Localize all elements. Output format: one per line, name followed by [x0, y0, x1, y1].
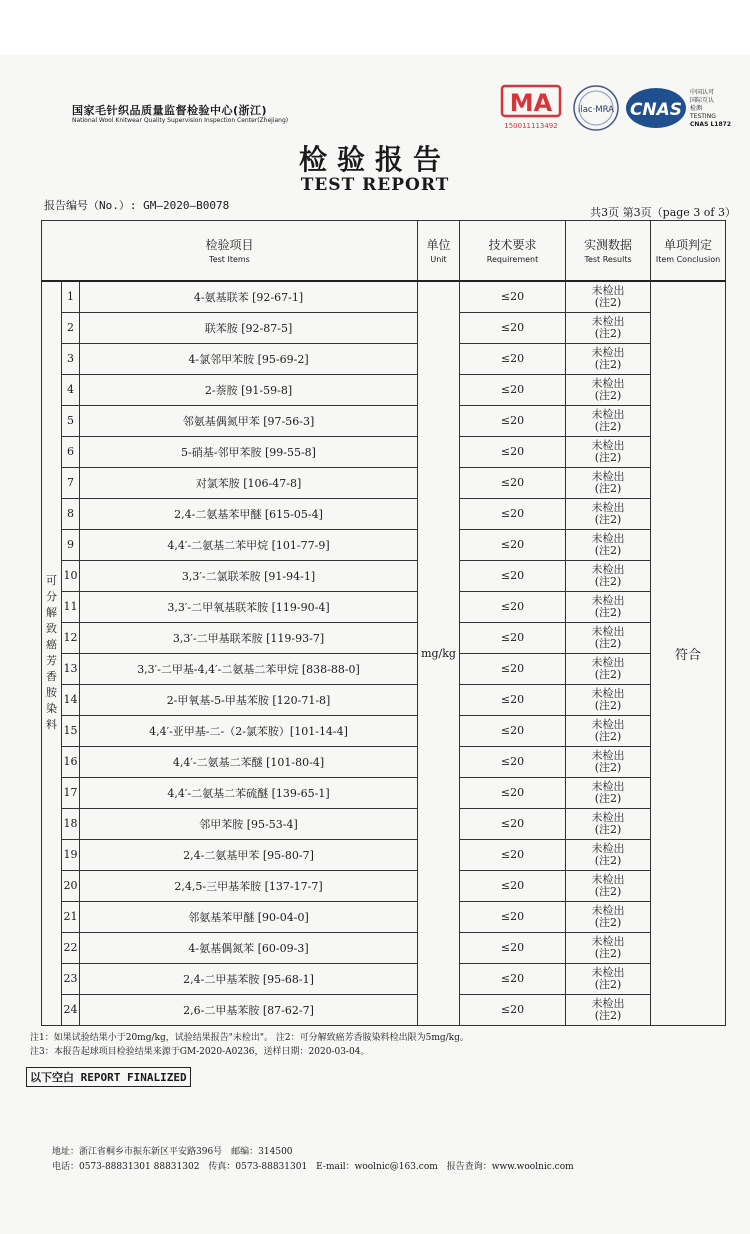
row-number: 13	[62, 653, 80, 684]
table-row	[42, 994, 726, 1025]
row-number: 24	[62, 994, 80, 1025]
note-3: 注3：本报告起球项目检验结果来源于GM-2020-A0236，送样日期：2020-03-04。	[30, 1047, 370, 1057]
test-item: 4-氨基偶氮苯 [60-09-3]	[80, 932, 418, 963]
table-row	[42, 591, 726, 622]
row-number: 2	[62, 312, 80, 343]
table-row	[42, 498, 726, 529]
requirement: ≤20	[460, 808, 566, 839]
test-result: 未检出 (注2)	[566, 932, 651, 963]
table-row	[42, 560, 726, 591]
row-number: 1	[62, 281, 80, 313]
table-row	[42, 374, 726, 405]
footer-address: 地址：浙江省桐乡市振东新区平安路396号 邮编：314500	[52, 1147, 293, 1157]
row-number: 16	[62, 746, 80, 777]
requirement: ≤20	[460, 994, 566, 1025]
header-test-items: 检验项目 Test Items	[42, 221, 418, 281]
item-conclusion: 符合	[651, 281, 726, 1026]
table-row	[42, 901, 726, 932]
table-row	[42, 715, 726, 746]
test-item: 邻氨基苯甲醚 [90-04-0]	[80, 901, 418, 932]
table-row	[42, 467, 726, 498]
requirement: ≤20	[460, 870, 566, 901]
cnas-logo	[624, 84, 742, 134]
requirement: ≤20	[460, 560, 566, 591]
requirement: ≤20	[460, 374, 566, 405]
requirement: ≤20	[460, 777, 566, 808]
test-item: 3,3′-二甲基-4,4′-二氨基二苯甲烷 [838-88-0]	[80, 653, 418, 684]
test-item: 4,4′-二氨基二苯甲烷 [101-77-9]	[80, 529, 418, 560]
test-item: 2,4,5-三甲基苯胺 [137-17-7]	[80, 870, 418, 901]
row-number: 10	[62, 560, 80, 591]
test-result: 未检出 (注2)	[566, 591, 651, 622]
test-item: 邻氨基偶氮甲苯 [97-56-3]	[80, 405, 418, 436]
row-number: 23	[62, 963, 80, 994]
table-row	[42, 529, 726, 560]
test-result: 未检出 (注2)	[566, 374, 651, 405]
row-number: 18	[62, 808, 80, 839]
row-number: 15	[62, 715, 80, 746]
table-row	[42, 746, 726, 777]
table-row	[42, 436, 726, 467]
report-finalized-stamp: 以下空白 REPORT FINALIZED	[26, 1067, 191, 1087]
test-result: 未检出 (注2)	[566, 498, 651, 529]
table-row	[42, 405, 726, 436]
test-item: 5-硝基-邻甲苯胺 [99-55-8]	[80, 436, 418, 467]
test-result: 未检出 (注2)	[566, 684, 651, 715]
row-number: 8	[62, 498, 80, 529]
report-number: 报告编号（No.）: GM—2020—B0078	[44, 199, 230, 212]
requirement: ≤20	[460, 467, 566, 498]
requirement: ≤20	[460, 901, 566, 932]
table-row	[42, 808, 726, 839]
test-result: 未检出 (注2)	[566, 746, 651, 777]
row-number: 7	[62, 467, 80, 498]
test-result: 未检出 (注2)	[566, 839, 651, 870]
test-item: 4-氨基联苯 [92-67-1]	[80, 281, 418, 313]
header-requirement: 技术要求 Requirement	[460, 221, 566, 281]
footer-contact: 电话：0573-88831301 88831302 传真：0573-88831301 E-mail：woolnic@163.com 报告查询：www.woolnic.com	[52, 1162, 574, 1172]
title-en: TEST REPORT	[300, 175, 450, 195]
row-number: 20	[62, 870, 80, 901]
requirement: ≤20	[460, 405, 566, 436]
unit-cell: mg/kg	[418, 281, 460, 1026]
test-result: 未检出 (注2)	[566, 777, 651, 808]
test-result: 未检出 (注2)	[566, 405, 651, 436]
ilac-logo-text: ilac·MRA	[577, 105, 615, 115]
notes	[30, 1031, 469, 1059]
ilac-mra-logo	[570, 84, 622, 134]
requirement: ≤20	[460, 591, 566, 622]
row-number: 14	[62, 684, 80, 715]
test-item: 2,4-二甲基苯胺 [95-68-1]	[80, 963, 418, 994]
requirement: ≤20	[460, 839, 566, 870]
requirement: ≤20	[460, 622, 566, 653]
test-result: 未检出 (注2)	[566, 343, 651, 374]
test-item: 2,4-二氨基甲苯 [95-80-7]	[80, 839, 418, 870]
row-number: 4	[62, 374, 80, 405]
table-row	[42, 839, 726, 870]
requirement: ≤20	[460, 684, 566, 715]
header-unit: 单位 Unit	[418, 221, 460, 281]
test-item: 4,4′-亚甲基-二-（2-氯苯胺）[101-14-4]	[80, 715, 418, 746]
group-label: 可分解致癌芳香胺染料	[42, 281, 62, 1026]
row-number: 21	[62, 901, 80, 932]
requirement: ≤20	[460, 529, 566, 560]
test-result: 未检出 (注2)	[566, 870, 651, 901]
requirement: ≤20	[460, 653, 566, 684]
table-row	[42, 281, 726, 313]
page-info: 共3页 第3页（page 3 of 3）	[590, 206, 736, 219]
test-item: 4,4′-二氨基二苯醚 [101-80-4]	[80, 746, 418, 777]
footer	[52, 1145, 574, 1175]
test-result: 未检出 (注2)	[566, 529, 651, 560]
test-result: 未检出 (注2)	[566, 808, 651, 839]
requirement: ≤20	[460, 281, 566, 313]
table-row	[42, 653, 726, 684]
requirement: ≤20	[460, 312, 566, 343]
table-header-row	[42, 221, 726, 281]
test-results-table	[41, 220, 726, 1026]
test-item: 2,4-二氨基苯甲醚 [615-05-4]	[80, 498, 418, 529]
requirement: ≤20	[460, 746, 566, 777]
test-result: 未检出 (注2)	[566, 901, 651, 932]
row-number: 9	[62, 529, 80, 560]
test-result: 未检出 (注2)	[566, 312, 651, 343]
test-result: 未检出 (注2)	[566, 963, 651, 994]
cma-number: 150011113492	[504, 122, 558, 130]
table-row	[42, 777, 726, 808]
test-item: 3,3′-二氯联苯胺 [91-94-1]	[80, 560, 418, 591]
row-number: 11	[62, 591, 80, 622]
cma-logo	[500, 84, 564, 132]
test-result: 未检出 (注2)	[566, 281, 651, 313]
table-row	[42, 312, 726, 343]
test-item: 3,3′-二甲氧基联苯胺 [119-90-4]	[80, 591, 418, 622]
row-number: 6	[62, 436, 80, 467]
test-item: 3,3′-二甲基联苯胺 [119-93-7]	[80, 622, 418, 653]
test-result: 未检出 (注2)	[566, 715, 651, 746]
requirement: ≤20	[460, 436, 566, 467]
svg-text:TESTING: TESTING	[690, 113, 716, 120]
table-row	[42, 684, 726, 715]
table-row	[42, 622, 726, 653]
test-result: 未检出 (注2)	[566, 467, 651, 498]
requirement: ≤20	[460, 963, 566, 994]
table-row	[42, 870, 726, 901]
org-name-cn: 国家毛针织品质量监督检验中心(浙江)	[72, 104, 268, 117]
test-item: 2-甲氧基-5-甲基苯胺 [120-71-8]	[80, 684, 418, 715]
cnas-logo-text: CNAS	[629, 100, 683, 120]
requirement: ≤20	[460, 498, 566, 529]
svg-text:中国认可: 中国认可	[690, 89, 715, 96]
test-item: 4-氯邻甲苯胺 [95-69-2]	[80, 343, 418, 374]
test-result: 未检出 (注2)	[566, 560, 651, 591]
row-number: 3	[62, 343, 80, 374]
test-item: 2-萘胺 [91-59-8]	[80, 374, 418, 405]
row-number: 22	[62, 932, 80, 963]
row-number: 19	[62, 839, 80, 870]
org-name-en: National Wool Knitwear Quality Supervision Inspection Center(Zhejiang)	[72, 117, 289, 124]
test-item: 4,4′-二氨基二苯硫醚 [139-65-1]	[80, 777, 418, 808]
test-item: 对氯苯胺 [106-47-8]	[80, 467, 418, 498]
test-result: 未检出 (注2)	[566, 622, 651, 653]
note-1: 注1：如果试验结果小于20mg/kg，试验结果报告"未检出"。 注2：可分解致癌芳香胺染料检出限为5mg/kg。	[30, 1033, 469, 1043]
table-row	[42, 932, 726, 963]
svg-text:检测: 检测	[690, 105, 703, 112]
table-row	[42, 963, 726, 994]
row-number: 17	[62, 777, 80, 808]
svg-text:CNAS L1872: CNAS L1872	[690, 121, 732, 128]
svg-text:国际互认: 国际互认	[690, 97, 715, 104]
test-result: 未检出 (注2)	[566, 994, 651, 1025]
test-item: 2,6-二甲基苯胺 [87-62-7]	[80, 994, 418, 1025]
test-item: 邻甲苯胺 [95-53-4]	[80, 808, 418, 839]
test-result: 未检出 (注2)	[566, 653, 651, 684]
requirement: ≤20	[460, 343, 566, 374]
cma-logo-text: MA	[509, 89, 553, 117]
row-number: 12	[62, 622, 80, 653]
header-item-conclusion: 单项判定 Item Conclusion	[651, 221, 726, 281]
table-row	[42, 343, 726, 374]
test-item: 联苯胺 [92-87-5]	[80, 312, 418, 343]
test-result: 未检出 (注2)	[566, 436, 651, 467]
requirement: ≤20	[460, 715, 566, 746]
row-number: 5	[62, 405, 80, 436]
header-test-results: 实测数据 Test Results	[566, 221, 651, 281]
requirement: ≤20	[460, 932, 566, 963]
title-cn: 检验报告	[298, 143, 451, 176]
